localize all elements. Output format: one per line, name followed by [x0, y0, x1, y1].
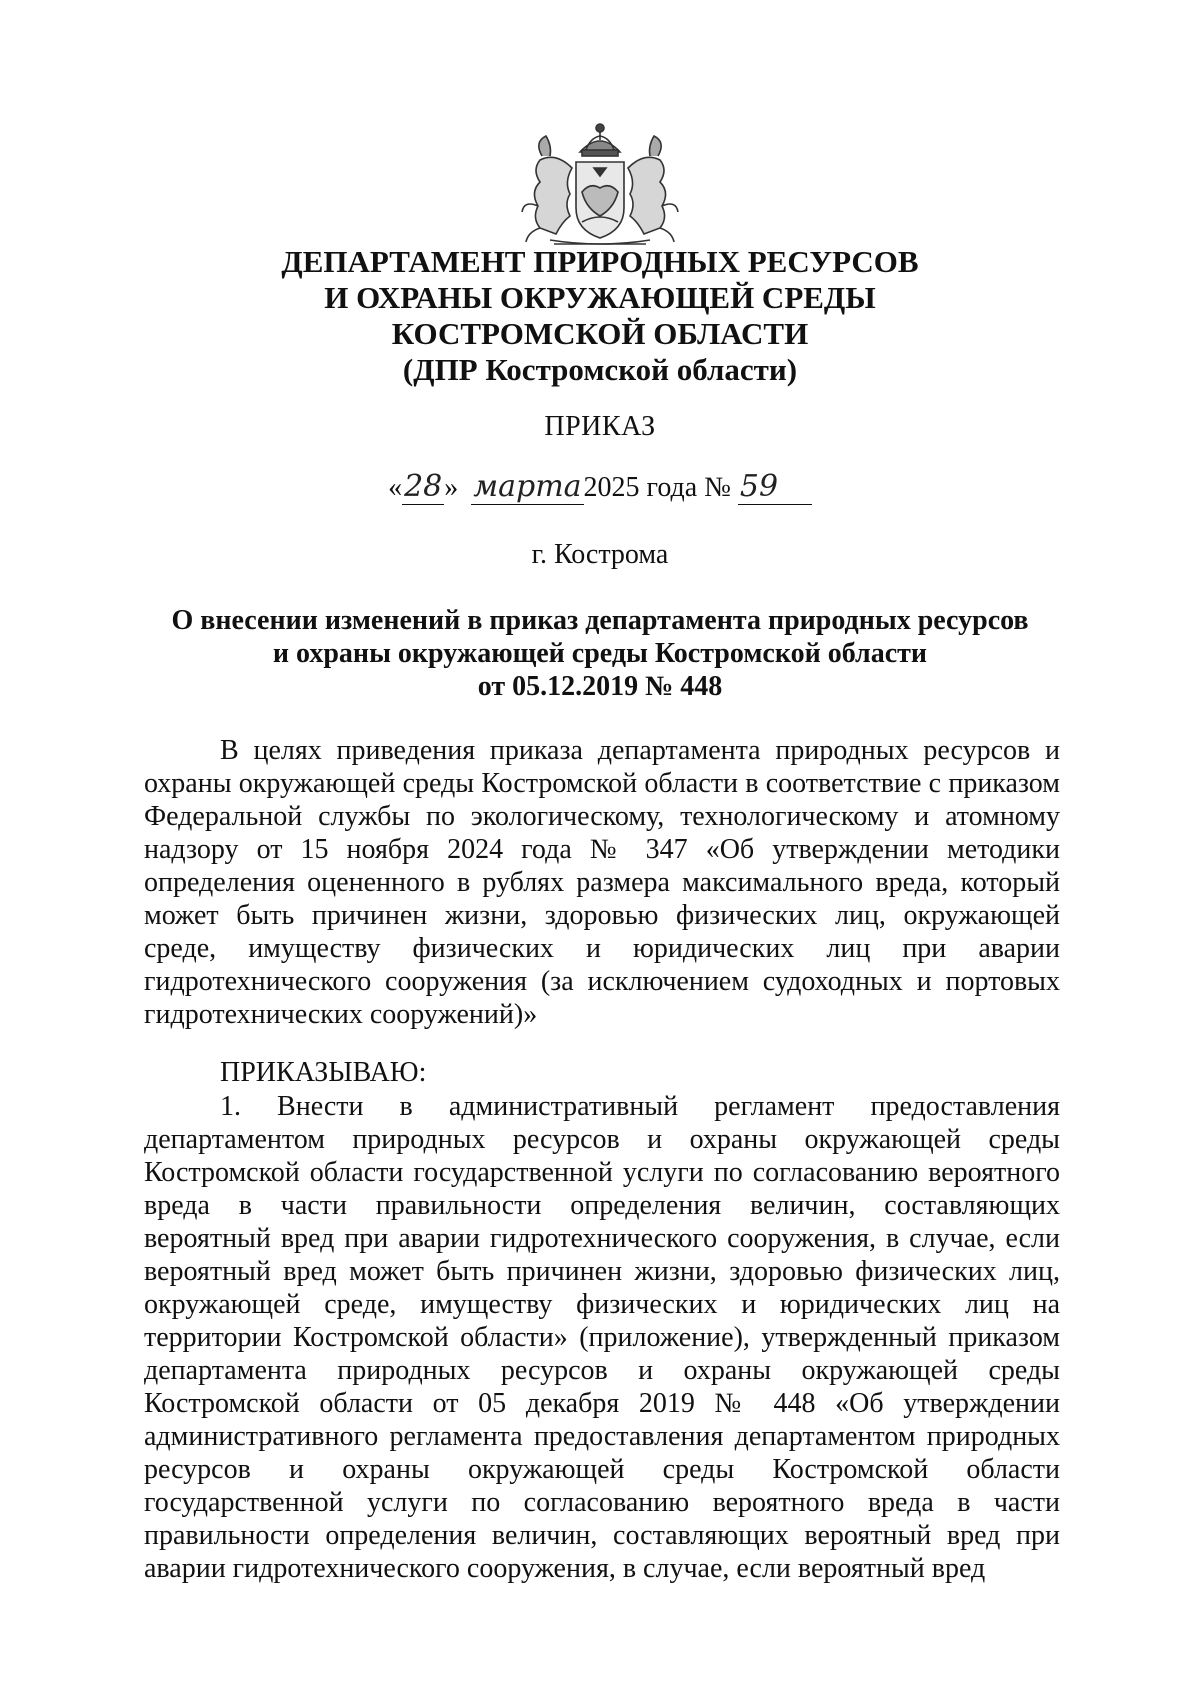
department-line-3: КОСТРОМСКОЙ ОБЛАСТИ [391, 316, 809, 351]
date-year-text: 2025 года № [583, 472, 731, 503]
title-line-3: от 05.12.2019 № 448 [477, 671, 723, 702]
department-line-2: И ОХРАНЫ ОКРУЖАЮЩЕЙ СРЕДЫ [324, 280, 876, 315]
document-title [0, 604, 1200, 703]
handwritten-day: 28 [404, 469, 443, 504]
preamble-block [144, 734, 1060, 1031]
order-date-line [0, 468, 1200, 508]
command-word: ПРИКАЗЫВАЮ: [220, 1057, 427, 1088]
department-header [0, 244, 1200, 388]
date-open-quote: « [388, 472, 403, 503]
preamble-paragraph: В целях приведения приказа департамента природных ресурсов и охраны окружающей среды Костромской области в соответствие с приказом Федеральной службы по экологическому, технологическому и атомному надзору от 15 ноября 2024 года № 347 «Об утверждении методики определения оцененного в рублях размера максимального вреда, который может быть причинен жизни, здоровью физических лиц, окружающей среде, имуществу физических и юридических лиц при аварии гидротехнического сооружения (за исключением судоходных и портовых гидротехнических сооружений)» [144, 735, 1060, 1030]
department-abbreviation: (ДПР Костромской области) [402, 352, 798, 387]
city-label: г. Кострома [531, 539, 669, 570]
title-line-2: и охраны окружающей среды Костромской области [272, 638, 928, 669]
handwritten-month: марта [473, 469, 582, 504]
kostroma-coat-of-arms-icon [510, 112, 690, 252]
clause-1-paragraph: 1. Внести в административный регламент предоставления департаментом природных ресурсов и охраны окружающей среды Костромской области государственной услуги по согласованию вероятного вреда в части правильности определения величин, составляющих вероятный вред при аварии гидротехнического сооружения, в случае, если вероятный вред может быть причинен жизни, здоровью физических лиц, окружающей среде, имуществу физических и юридических лиц на территории Костромской области» (приложение), утвержденный приказом департамента природных ресурсов и охраны окружающей среды Костромской области от 05 декабря 2019 № 448 «Об утверждении административного регламента предоставления департаментом природных ресурсов и охраны окружающей среды Костромской области государственной услуги по согласованию вероятного вреда в части правильности определения величин, составляющих вероятный вред при аварии гидротехнического сооружения, в случае, если вероятный вред [144, 1091, 1060, 1584]
handwritten-order-number: 59 [738, 470, 812, 505]
title-line-1: О внесении изменений в приказ департамента природных ресурсов [171, 605, 1029, 636]
department-line-1: ДЕПАРТАМЕНТ ПРИРОДНЫХ РЕСУРСОВ [281, 244, 919, 279]
date-close-quote: » [444, 472, 459, 503]
clause-1-block [144, 1090, 1060, 1585]
order-label: ПРИКАЗ [544, 411, 656, 442]
